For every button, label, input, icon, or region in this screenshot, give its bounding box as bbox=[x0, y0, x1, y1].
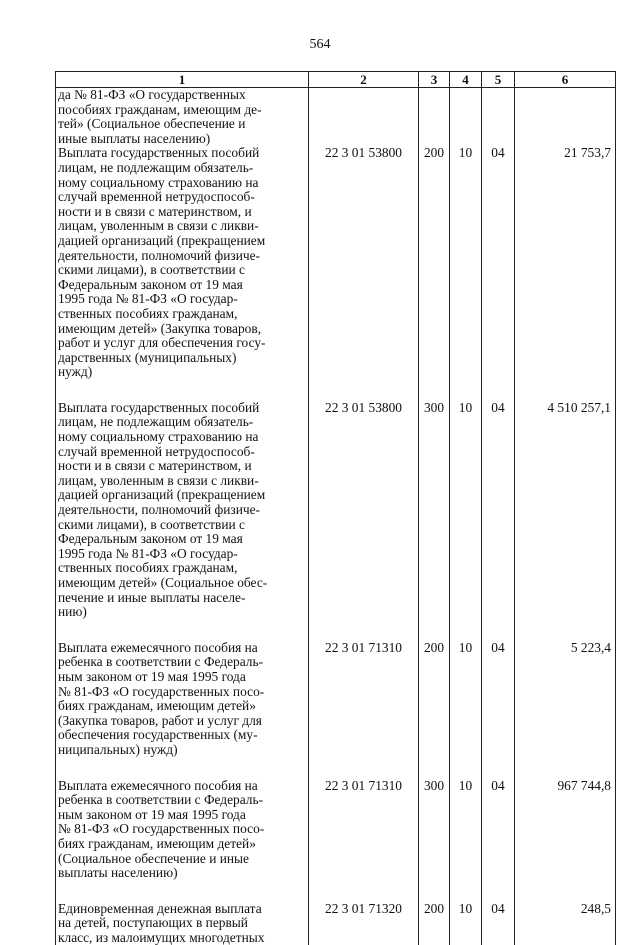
row-code: 22 3 01 71310 bbox=[309, 641, 419, 758]
row-spacer bbox=[56, 380, 616, 401]
row-vr: 300 bbox=[419, 401, 450, 620]
row-pr: 04 bbox=[482, 902, 515, 945]
table-row bbox=[56, 88, 616, 147]
row-rz: 10 bbox=[450, 902, 482, 945]
row-description: Выплата государственных пособий лицам, не подлежащим обязатель- ному социальному страхованию на случай временной нетрудоспособ- ности и в связи с материнством, и лицам, уволенным в связи с ликви- дацией организаций (прекращением деятельности, полномочий физиче- скими лицами), в соответствии с Федеральным законом от 19 мая 1995 года № 81-ФЗ «О государ- ственных пособиях гражданам, имеющим детей» (Социальное обес- печение и иные выплаты населе- нию) bbox=[56, 401, 309, 620]
row-vr: 300 bbox=[419, 779, 450, 881]
row-amount: 248,5 bbox=[515, 902, 616, 945]
header-col-6: 6 bbox=[515, 72, 616, 88]
row-pr: 04 bbox=[482, 641, 515, 758]
row-code: 22 3 01 53800 bbox=[309, 401, 419, 620]
page-number: 564 bbox=[0, 37, 640, 53]
table-body bbox=[56, 88, 616, 945]
row-description: Выплата ежемесячного пособия на ребенка в соответствии с Федераль- ным законом от 19 мая 1995 года № 81-ФЗ «О государственных посо- биях гражданам, имеющим детей» (Социальное обеспечение и иные выплаты населению) bbox=[56, 779, 309, 881]
row-pr bbox=[482, 88, 515, 147]
row-vr: 200 bbox=[419, 641, 450, 758]
table-header bbox=[56, 72, 616, 88]
row-vr: 200 bbox=[419, 146, 450, 380]
header-col-2: 2 bbox=[309, 72, 419, 88]
row-amount: 21 753,7 bbox=[515, 146, 616, 380]
row-amount: 4 510 257,1 bbox=[515, 401, 616, 620]
table-row bbox=[56, 401, 616, 620]
row-code bbox=[309, 88, 419, 147]
table-row bbox=[56, 902, 616, 945]
header-col-3: 3 bbox=[419, 72, 450, 88]
table-row bbox=[56, 779, 616, 881]
row-vr: 200 bbox=[419, 902, 450, 945]
table-row bbox=[56, 146, 616, 380]
row-amount bbox=[515, 88, 616, 147]
row-pr: 04 bbox=[482, 146, 515, 380]
row-code: 22 3 01 71320 bbox=[309, 902, 419, 945]
row-spacer bbox=[56, 881, 616, 902]
row-amount: 5 223,4 bbox=[515, 641, 616, 758]
row-rz: 10 bbox=[450, 779, 482, 881]
row-spacer bbox=[56, 758, 616, 779]
row-spacer bbox=[56, 620, 616, 641]
header-col-4: 4 bbox=[450, 72, 482, 88]
row-pr: 04 bbox=[482, 401, 515, 620]
row-rz bbox=[450, 88, 482, 147]
row-amount: 967 744,8 bbox=[515, 779, 616, 881]
budget-table bbox=[55, 71, 616, 945]
table-row bbox=[56, 641, 616, 758]
row-description: Единовременная денежная выплата на детей, поступающих в первый класс, из малоимущих многодетных bbox=[56, 902, 309, 945]
header-col-5: 5 bbox=[482, 72, 515, 88]
row-description: Выплата государственных пособий лицам, не подлежащим обязатель- ному социальному страхованию на случай временной нетрудоспособ- ности и в связи с материнством, и лицам, уволенным в связи с ликви- дацией организаций (прекращением деятельности, полномочий физиче- скими лицами), в соответствии с Федеральным законом от 19 мая 1995 года № 81-ФЗ «О государ- ственных пособиях гражданам, имеющим детей» (Закупка товаров, работ и услуг для обеспечения госу- дарственных (муниципальных) нужд) bbox=[56, 146, 309, 380]
row-description: Выплата ежемесячного пособия на ребенка в соответствии с Федераль- ным законом от 19 мая 1995 года № 81-ФЗ «О государственных посо- биях гражданам, имеющим детей» (Закупка товаров, работ и услуг для обеспечения государственных (му- ниципальных) нужд) bbox=[56, 641, 309, 758]
row-rz: 10 bbox=[450, 401, 482, 620]
header-row bbox=[56, 72, 616, 88]
row-code: 22 3 01 53800 bbox=[309, 146, 419, 380]
row-vr bbox=[419, 88, 450, 147]
row-rz: 10 bbox=[450, 146, 482, 380]
header-col-1: 1 bbox=[56, 72, 309, 88]
row-rz: 10 bbox=[450, 641, 482, 758]
row-pr: 04 bbox=[482, 779, 515, 881]
row-description: да № 81-ФЗ «О государственных пособиях гражданам, имеющим де- тей» (Социальное обеспечение и иные выплаты населению) bbox=[56, 88, 309, 147]
row-code: 22 3 01 71310 bbox=[309, 779, 419, 881]
